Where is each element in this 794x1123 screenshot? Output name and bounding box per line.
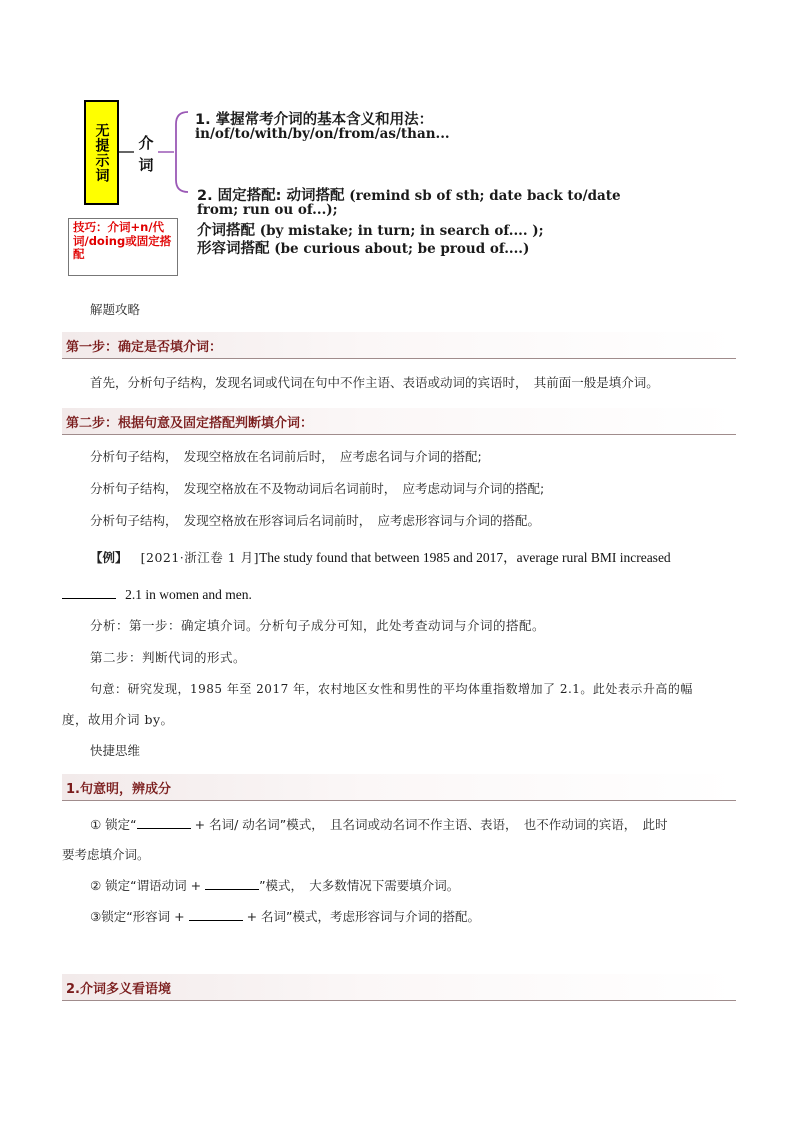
blank-line[interactable] — [205, 877, 259, 890]
section1-heading-bar — [62, 774, 736, 801]
answer-blank[interactable] — [62, 586, 116, 599]
section1-item2: ② 锁定“谓语动词 + ”模式， 大多数情况下需要填介词。 — [90, 878, 460, 893]
section2-title: 2.介词多义看语境 — [66, 982, 171, 997]
section1-title: 1.句意明，辨成分 — [66, 782, 171, 797]
mindmap-point2-line1: 2. 固定搭配: 动词搭配 (remind sb of sth; date back to/date — [197, 188, 621, 204]
example-line1 — [90, 546, 671, 566]
section1-item1-cont: 要考虑填介词。 — [62, 847, 150, 862]
step1-title: 第一步：确定是否填介词： — [66, 340, 223, 355]
mindmap-point2-line3: 介词搭配 (by mistake; in turn; in search of.... ); — [197, 223, 544, 239]
example-source: [2021·浙江卷 1 月] — [140, 550, 260, 565]
example-sentence-end: 2.1 in women and men. — [125, 587, 252, 602]
mindmap-point1-list: in/of/to/with/by/on/from/as/than... — [195, 126, 450, 142]
mindmap-point1-title: 1. 掌握常考介词的基本含义和用法： — [195, 112, 434, 128]
example-tag: 【例】 — [90, 550, 128, 565]
blank-line[interactable] — [137, 816, 191, 829]
example-sentence: The study found that between 1985 and 2017，average rural BMI increased — [259, 550, 671, 565]
step2-line: 分析句子结构， 发现空格放在形容词后名词前时， 应考虑形容词与介词的搭配。 — [90, 513, 541, 528]
step2-title: 第二步：根据句意及固定搭配判断填介词： — [66, 416, 314, 431]
step2-heading-bar — [62, 408, 736, 435]
example-analysis-step2: 第二步：判断代词的形式。 — [90, 650, 247, 665]
mindmap-point2-line2: from; run ou of...); — [197, 202, 338, 218]
mindmap-point2-line4: 形容词搭配 (be curious about; be proud of....) — [197, 241, 530, 257]
mindmap-branch-label: 介词 — [138, 134, 154, 174]
step2-line: 分析句子结构， 发现空格放在名词前后时， 应考虑名词与介词的搭配; — [90, 449, 482, 464]
section1-item3: ③锁定“形容词 + + 名词”模式，考虑形容词与介词的搭配。 — [90, 909, 481, 924]
example-line2 — [62, 584, 252, 603]
quick-heading: 快捷思维 — [90, 743, 141, 758]
mindmap-root-label: 无提示词 — [93, 122, 110, 183]
section2-heading-bar — [62, 974, 736, 1001]
example-analysis-step1: 分析：第一步：确定填介词。分析句子成分可知，此处考查动词与介词的搭配。 — [90, 618, 546, 633]
step1-text: 首先，分析句子结构，发现名词或代词在句中不作主语、表语或动词的宾语时， 其前面一般是填介词。 — [90, 375, 659, 390]
step1-heading-bar — [62, 332, 736, 359]
strategy-heading: 解题攻略 — [90, 302, 141, 317]
step2-line: 分析句子结构， 发现空格放在不及物动词后名词前时， 应考虑动词与介词的搭配; — [90, 481, 545, 496]
tip-box: 技巧：介词+n/代词/doing或固定搭配 — [68, 218, 178, 276]
example-meaning-line1: 句意：研究发现，1985 年至 2017 年，农村地区女性和男性的平均体重指数增加了 2.1。此处表示升高的幅 — [90, 682, 693, 696]
section1-item1: ① 锁定“ + 名词/ 动名词”模式， 且名词或动名词不作主语、表语， 也不作动词的宾语， 此时 — [90, 817, 668, 832]
example-meaning-line2: 度，故用介词 by。 — [62, 712, 174, 727]
blank-line[interactable] — [189, 908, 243, 921]
